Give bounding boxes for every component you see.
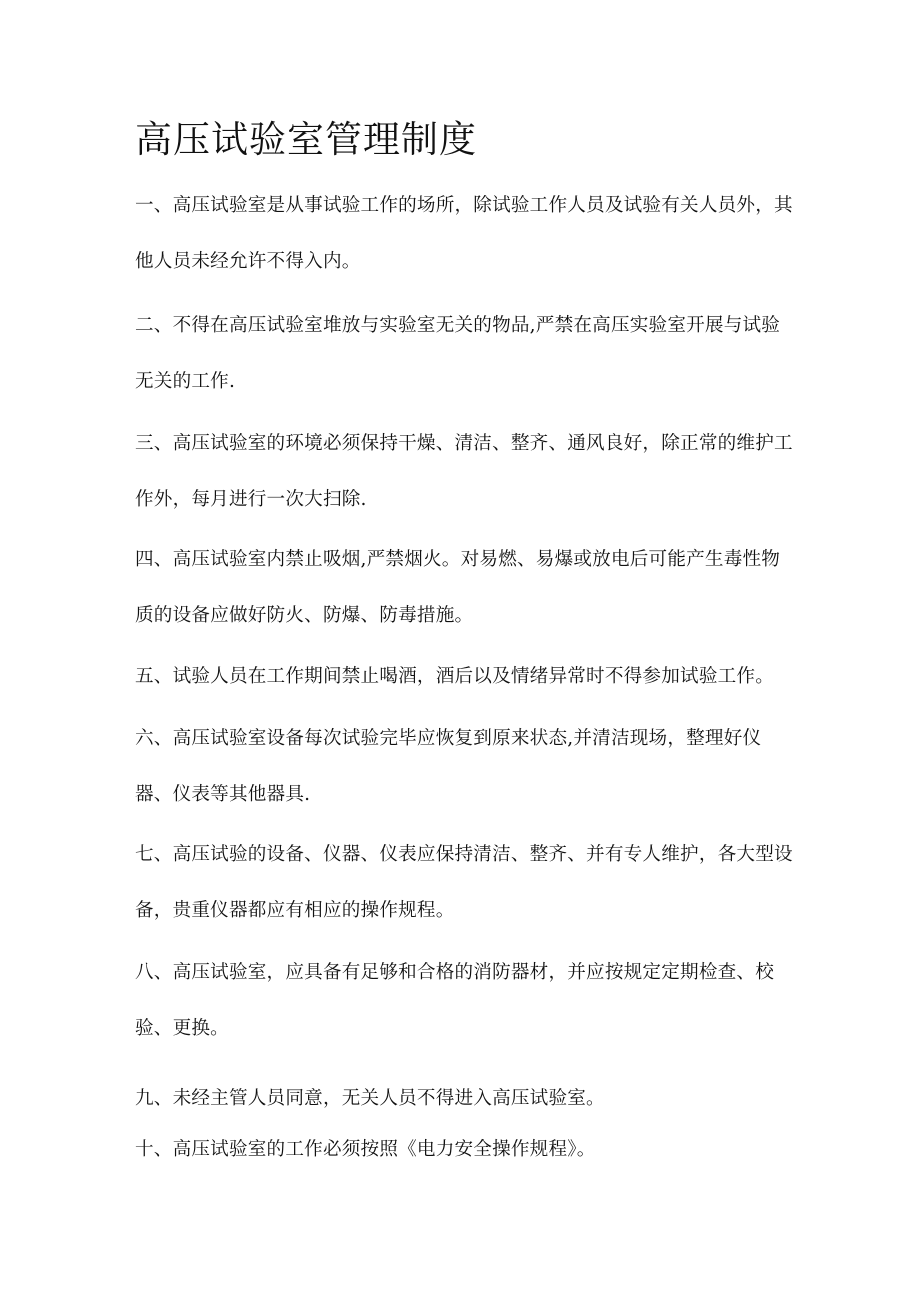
rule-paragraph-2 bbox=[135, 298, 790, 410]
paragraph-line: 作外，每月进行一次大扫除. bbox=[135, 489, 367, 510]
rule-paragraph-8 bbox=[135, 945, 790, 1057]
paragraph-line: 备，贵重仪器都应有相应的操作规程。 bbox=[135, 900, 455, 921]
document-title: 高压试验室管理制度 bbox=[135, 118, 477, 161]
rule-paragraph-3 bbox=[135, 416, 793, 528]
rule-paragraph-9 bbox=[135, 1079, 790, 1119]
rule-paragraph-7 bbox=[135, 827, 793, 939]
paragraph-line: 验、更换。 bbox=[135, 1018, 229, 1039]
paragraph-line: 一、高压试验室是从事试验工作的场所，除试验工作人员及试验有关人员外，其 bbox=[135, 195, 793, 216]
paragraph-line: 十、高压试验室的工作必须按照《电力安全操作规程》。 bbox=[135, 1139, 596, 1160]
paragraph-line: 三、高压试验室的环境必须保持干燥、清洁、整齐、通风良好，除正常的维护工 bbox=[135, 433, 793, 454]
paragraph-line: 质的设备应做好防火、防爆、防毒措施。 bbox=[135, 605, 474, 626]
paragraph-line: 六、高压试验室设备每次试验完毕应恢复到原来状态,并清洁现场，整理好仪 bbox=[135, 728, 762, 749]
paragraph-line: 四、高压试验室内禁止吸烟,严禁烟火。对易燃、易爆或放电后可能产生毒性物 bbox=[135, 549, 781, 570]
paragraph-line: 九、未经主管人员同意，无关人员不得进入高压试验室。 bbox=[135, 1088, 605, 1109]
paragraph-line: 五、试验人员在工作期间禁止喝酒，酒后以及情绪异常时不得参加试验工作。 bbox=[135, 666, 774, 687]
rule-paragraph-1 bbox=[135, 178, 793, 290]
paragraph-line: 八、高压试验室，应具备有足够和合格的消防器材，并应按规定定期检查、校 bbox=[135, 962, 774, 983]
rule-paragraph-4 bbox=[135, 532, 790, 644]
rule-paragraph-10 bbox=[135, 1130, 790, 1170]
paragraph-line: 他人员未经允许不得入内。 bbox=[135, 251, 361, 272]
rule-paragraph-6 bbox=[135, 711, 790, 823]
paragraph-line: 二、不得在高压试验室堆放与实验室无关的物品,严禁在高压实验室开展与试验 bbox=[135, 315, 781, 336]
paragraph-line: 无关的工作. bbox=[135, 371, 236, 392]
paragraph-line: 器、仪表等其他器具. bbox=[135, 784, 311, 805]
paragraph-line: 七、高压试验的设备、仪器、仪表应保持清洁、整齐、并有专人维护，各大型设 bbox=[135, 844, 793, 865]
rule-paragraph-5 bbox=[135, 649, 790, 705]
